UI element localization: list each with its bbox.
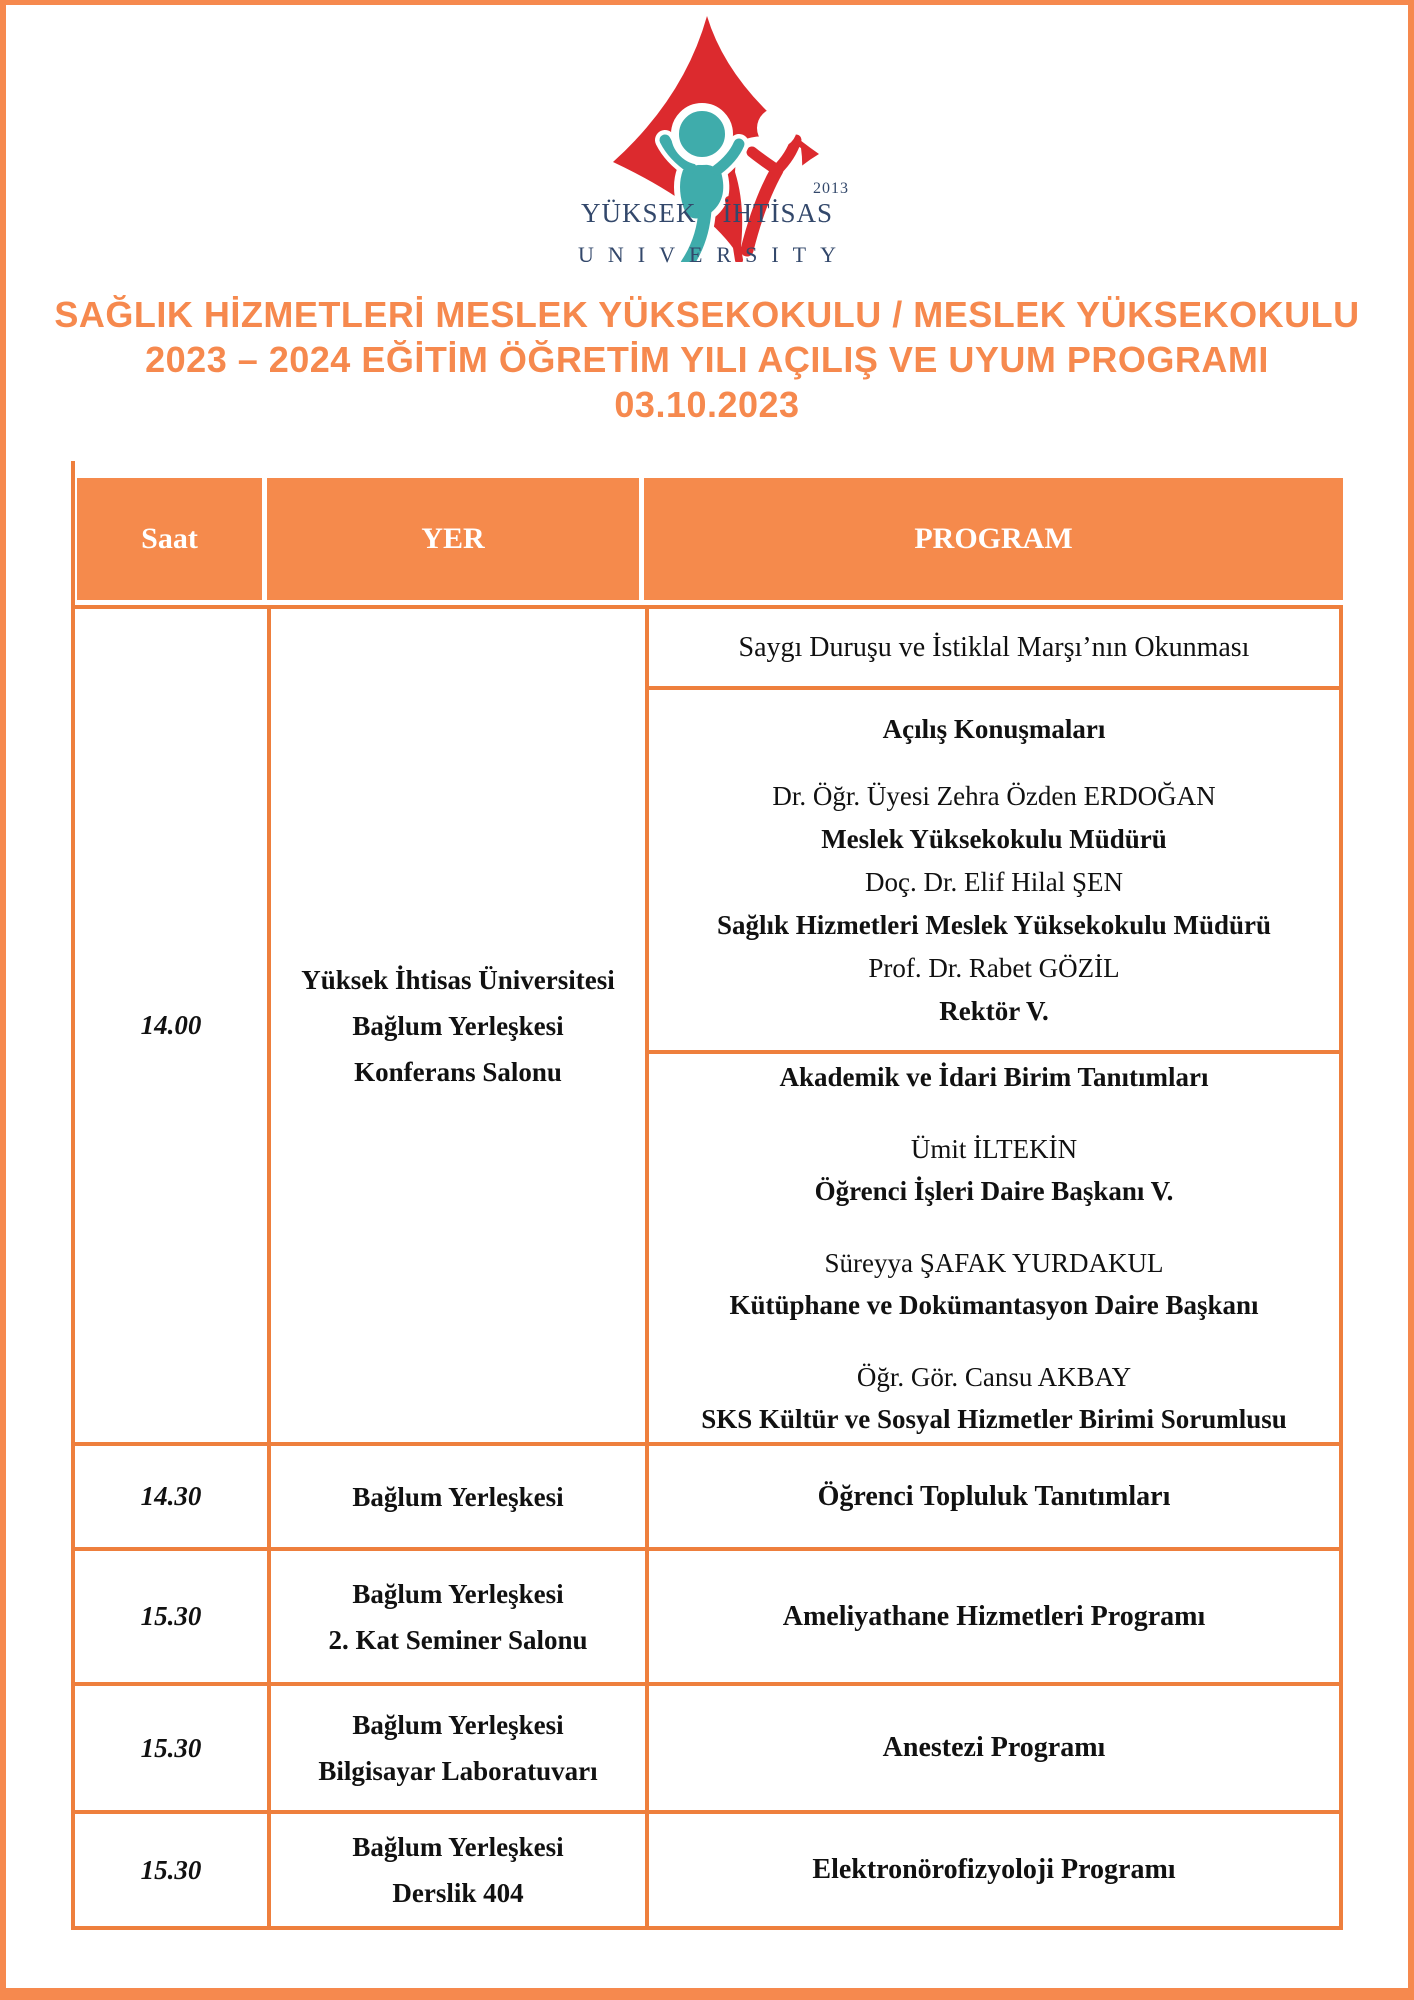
program-cell: Anestezi Programı bbox=[647, 1684, 1341, 1812]
place-cell bbox=[269, 1812, 647, 1928]
logo-subtitle: UNIVERSITY bbox=[578, 242, 850, 267]
place-line: Bağlum Yerleşkesi bbox=[352, 1578, 564, 1609]
program-section-title: Açılış Konuşmaları bbox=[882, 713, 1106, 744]
logo-name-right: İHTİSAS bbox=[722, 198, 834, 228]
speaker-name: Dr. Öğr. Üyesi Zehra Özden ERDOĞAN bbox=[772, 780, 1216, 811]
place-line: Bağlum Yerleşkesi bbox=[352, 1832, 564, 1862]
time-cell: 14.00 bbox=[73, 607, 269, 1444]
place-cell bbox=[269, 607, 647, 1444]
title-line-1: SAĞLIK HİZMETLERİ MESLEK YÜKSEKOKULU / MESLEK YÜKSEKOKULU bbox=[54, 294, 1360, 335]
place-line: Yüksek İhtisas Üniversitesi bbox=[301, 964, 615, 995]
program-cell: Ameliyathane Hizmetleri Programı bbox=[647, 1549, 1341, 1684]
speaker-title: Rektör V. bbox=[939, 995, 1049, 1026]
logo-name bbox=[0, 198, 1414, 229]
place-line: Konferans Salonu bbox=[354, 1056, 562, 1087]
program-cell: Elektronörofizyoloji Programı bbox=[647, 1812, 1341, 1928]
column-header-program: PROGRAM bbox=[644, 478, 1343, 600]
place-line: Bilgisayar Laboratuvarı bbox=[318, 1756, 598, 1786]
program-cell-section-2 bbox=[647, 688, 1341, 1052]
speaker-name: Doç. Dr. Elif Hilal ŞEN bbox=[865, 866, 1123, 897]
program-cell-section-3 bbox=[647, 1052, 1341, 1444]
time-cell: 15.30 bbox=[73, 1549, 269, 1684]
place-cell bbox=[269, 1549, 647, 1684]
speaker-title: Öğrenci İşleri Daire Başkanı V. bbox=[814, 1176, 1174, 1206]
title-line-2: 2023 – 2024 EĞİTİM ÖĞRETİM YILI AÇILIŞ VE UYUM PROGRAMI bbox=[145, 339, 1269, 380]
table-body bbox=[71, 605, 1343, 1930]
logo-red-figure-head bbox=[757, 108, 797, 148]
table-row bbox=[73, 1812, 1341, 1928]
table-header-row bbox=[77, 478, 1343, 600]
logo-name-left: YÜKSEK bbox=[580, 198, 697, 228]
logo-teal-figure-head bbox=[675, 107, 729, 161]
table-row bbox=[73, 1684, 1341, 1812]
time-cell: 14.30 bbox=[73, 1444, 269, 1549]
document-title bbox=[40, 292, 1374, 427]
speaker-title: Kütüphane ve Dokümantasyon Daire Başkanı bbox=[729, 1290, 1259, 1320]
program-cell-section-1 bbox=[647, 607, 1341, 688]
place-cell bbox=[269, 1444, 647, 1549]
place-cell bbox=[269, 1684, 647, 1812]
speaker-name: Süreyya ŞAFAK YURDAKUL bbox=[824, 1248, 1164, 1278]
speaker-title: Sağlık Hizmetleri Meslek Yüksekokulu Müdürü bbox=[716, 909, 1272, 940]
column-header-saat: Saat bbox=[77, 478, 262, 600]
program-line: Saygı Duruşu ve İstiklal Marşı’nın Okunması bbox=[738, 631, 1250, 663]
speaker-title: Meslek Yüksekokulu Müdürü bbox=[821, 823, 1167, 854]
table-row bbox=[73, 607, 1341, 688]
speaker-name: Prof. Dr. Rabet GÖZİL bbox=[868, 952, 1120, 983]
program-cell: Öğrenci Topluluk Tanıtımları bbox=[647, 1444, 1341, 1549]
university-logo bbox=[0, 12, 1414, 282]
place-line: Bağlum Yerleşkesi bbox=[352, 1010, 564, 1041]
place-line: Bağlum Yerleşkesi bbox=[352, 1710, 564, 1740]
time-cell: 15.30 bbox=[73, 1812, 269, 1928]
program-table bbox=[71, 478, 1343, 1930]
place-line: Derslik 404 bbox=[392, 1878, 524, 1908]
time-cell: 15.30 bbox=[73, 1684, 269, 1812]
speaker-name: Öğr. Gör. Cansu AKBAY bbox=[856, 1362, 1132, 1392]
table-left-border bbox=[71, 461, 75, 605]
title-line-3-date: 03.10.2023 bbox=[614, 384, 800, 425]
column-header-yer: YER bbox=[267, 478, 639, 600]
speaker-title: SKS Kültür ve Sosyal Hizmetler Birimi Sorumlusu bbox=[701, 1404, 1287, 1434]
speaker-name: Ümit İLTEKİN bbox=[910, 1134, 1078, 1164]
place-line: Bağlum Yerleşkesi bbox=[352, 1481, 564, 1512]
logo-year: 2013 bbox=[813, 180, 849, 197]
table-row bbox=[73, 1549, 1341, 1684]
table-row bbox=[73, 1444, 1341, 1549]
place-line: 2. Kat Seminer Salonu bbox=[328, 1624, 588, 1655]
program-section-title: Akademik ve İdari Birim Tanıtımları bbox=[779, 1062, 1209, 1092]
